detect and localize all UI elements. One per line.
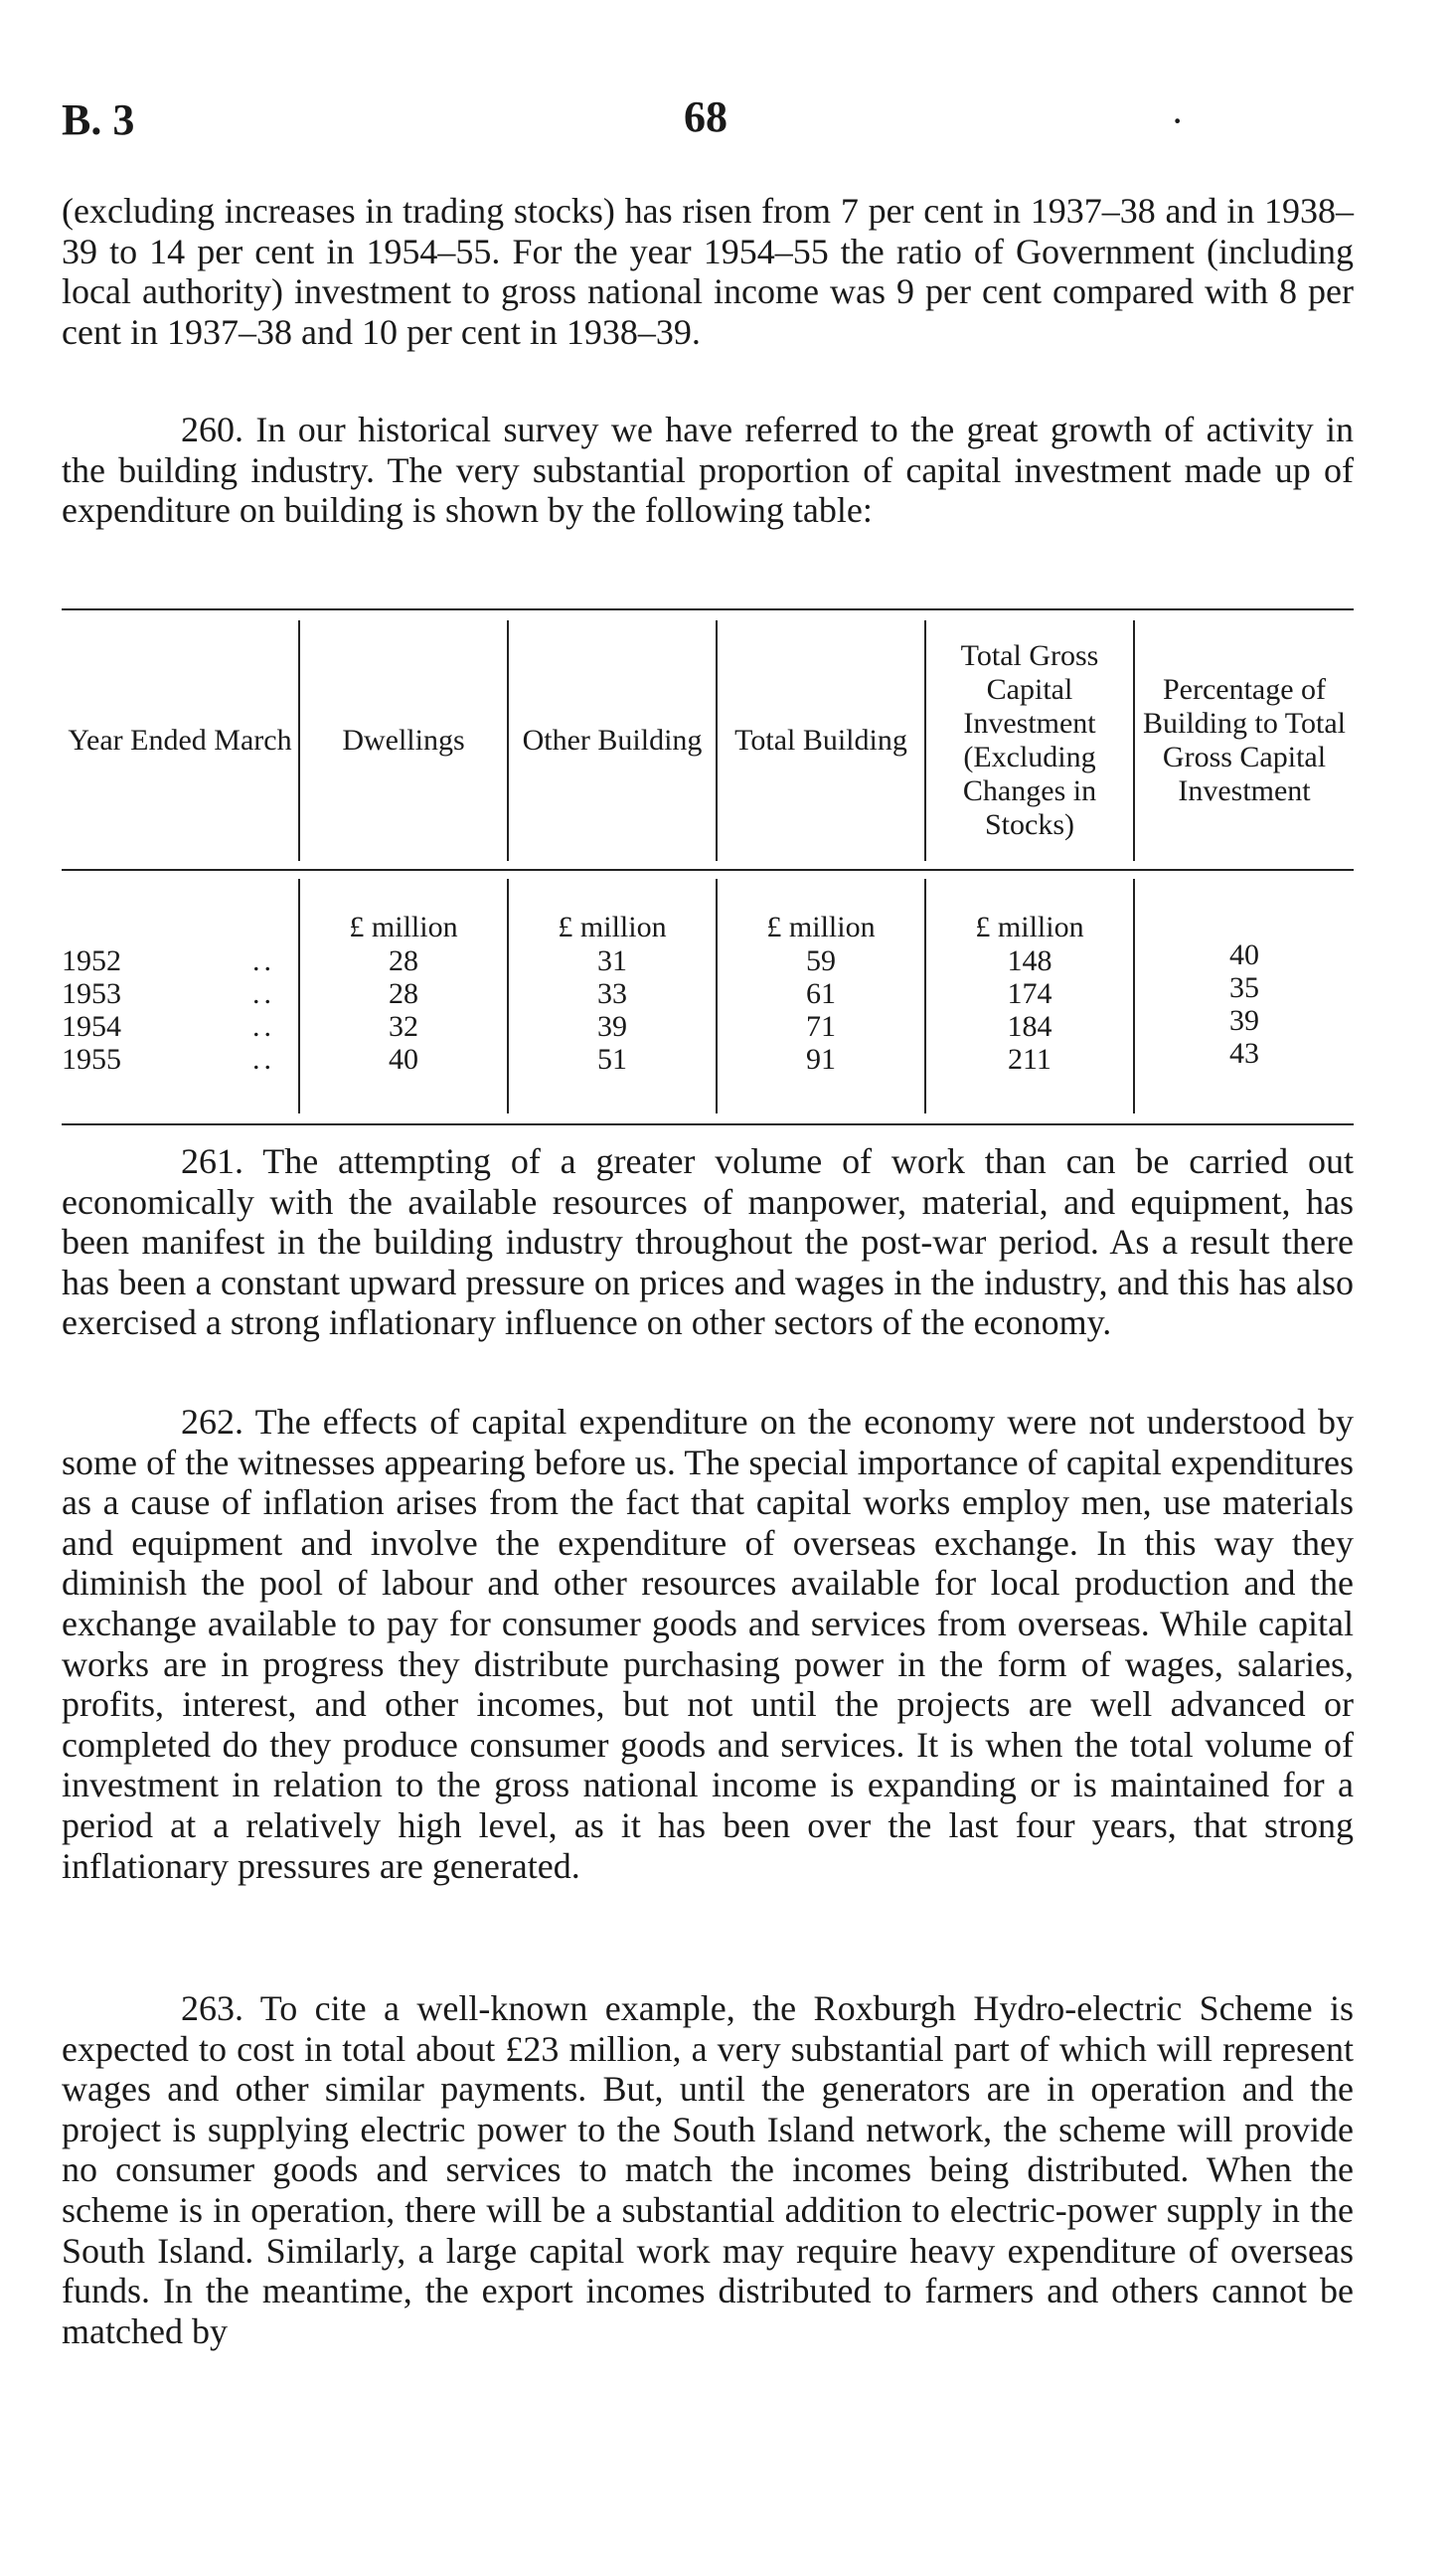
row-total-building: 59 <box>806 944 836 977</box>
page-mark: · <box>1171 98 1185 143</box>
row-total-building: 91 <box>806 1043 836 1076</box>
row-leader-dots: .. <box>252 977 275 1010</box>
row-dwellings: 28 <box>389 944 418 977</box>
building-investment-table <box>62 608 1354 1125</box>
row-year: 1954 <box>62 1010 121 1043</box>
paragraph-262: 262. The effects of capital expenditure on the economy were not understood by some of the witnesses appearing before us. The special importance of capital expenditures as a cause of inflation arises from the fact that capital works employ men, use materials and equipment and involve the expenditure of overseas exchange. In this way they diminish the pool of labour and other resources available for local production and the exchange available to pay for consumer goods and services from overseas. While capital works are in progress they distribute purchasing power in the form of wages, salaries, profits, interest, and other incomes, but not until the projects are well advanced or completed do they produce consumer goods and services. It is when the total volume of investment in relation to the gross national income is expanding or is maintained for a period at a relatively high level, as it has been over the last four years, that strong inflationary pressures are generated. <box>62 1402 1354 1886</box>
row-dwellings: 28 <box>389 977 418 1010</box>
page-number: 68 <box>684 92 728 141</box>
intro-paragraph: (excluding increases in trading stocks) has risen from 7 per cent in 1937–38 and in 1938–39 to 14 per cent in 1954–55. For the year 1954–55 the ratio of Government (including local authority) investment to gross national income was 9 per cent compared with 8 per cent in 1937–38 and 10 per cent in 1938–39. <box>62 191 1354 352</box>
row-dwellings: 32 <box>389 1010 418 1043</box>
header-year: Year Ended March <box>68 724 292 757</box>
row-percentage: 35 <box>1229 971 1259 1004</box>
paragraph-261: 261. The attempting of a greater volume of work than can be carried out economically with the available resources of manpower, material, and equipment, has been manifest in the building industry throughout the post-war period. As a result there has been a constant upward pressure on prices and wages in the industry, and this has also exercised a strong inflationary influence on other sectors of the economy. <box>62 1141 1354 1343</box>
row-year: 1952 <box>62 944 121 977</box>
unit-total-building: £ million <box>766 911 876 943</box>
row-leader-dots: .. <box>252 944 275 977</box>
row-percentage: 40 <box>1229 939 1259 971</box>
table-bottom-rule <box>62 1123 1354 1125</box>
row-year: 1955 <box>62 1043 121 1076</box>
header-gross-capital: Total Gross Capital Investment (Excluding Changes in Stocks) <box>960 639 1099 841</box>
unit-gross-capital: £ million <box>975 911 1084 943</box>
row-gross-capital: 174 <box>1007 977 1052 1010</box>
series-code: B. 3 <box>62 95 135 144</box>
row-other-building: 31 <box>597 944 627 977</box>
header-total-building: Total Building <box>734 724 907 757</box>
paragraph-263: 263. To cite a well-known example, the Roxburgh Hydro-electric Scheme is expected to cost in total about £23 million, a very substantial part of which will represent wages and other similar payments. But, until the generators are in operation and the project is supplying electric power to the South Island network, the scheme will provide no consumer goods and services to match the incomes being distributed. When the scheme is in operation, there will be a substantial addition to electric-power supply in the South Island. Similarly, a large capital work may require heavy expenditure of overseas funds. In the meantime, the export incomes distributed to farmers and others cannot be matched by <box>62 1988 1354 2351</box>
row-gross-capital: 184 <box>1007 1010 1052 1043</box>
row-dwellings: 40 <box>389 1043 418 1076</box>
row-leader-dots: .. <box>252 1010 275 1043</box>
row-other-building: 33 <box>597 977 627 1010</box>
table-top-rule <box>62 608 1354 610</box>
row-percentage: 39 <box>1229 1004 1259 1037</box>
row-gross-capital: 211 <box>1008 1043 1052 1076</box>
row-leader-dots: .. <box>252 1043 275 1076</box>
row-other-building: 51 <box>597 1043 627 1076</box>
row-percentage: 43 <box>1229 1037 1259 1070</box>
row-total-building: 61 <box>806 977 836 1010</box>
header-other-building: Other Building <box>522 724 703 757</box>
unit-other-building: £ million <box>558 911 667 943</box>
table-header-rule <box>62 869 1354 871</box>
row-year: 1953 <box>62 977 121 1010</box>
header-percentage: Percentage of Building to Total Gross Capital Investment <box>1142 673 1347 807</box>
row-other-building: 39 <box>597 1010 627 1043</box>
header-dwellings: Dwellings <box>342 724 465 757</box>
row-total-building: 71 <box>806 1010 836 1043</box>
row-gross-capital: 148 <box>1007 944 1052 977</box>
paragraph-260: 260. In our historical survey we have referred to the great growth of activity in the building industry. The very substantial proportion of capital investment made up of expenditure on building is shown by the following table: <box>62 410 1354 531</box>
unit-dwellings: £ million <box>349 911 458 943</box>
